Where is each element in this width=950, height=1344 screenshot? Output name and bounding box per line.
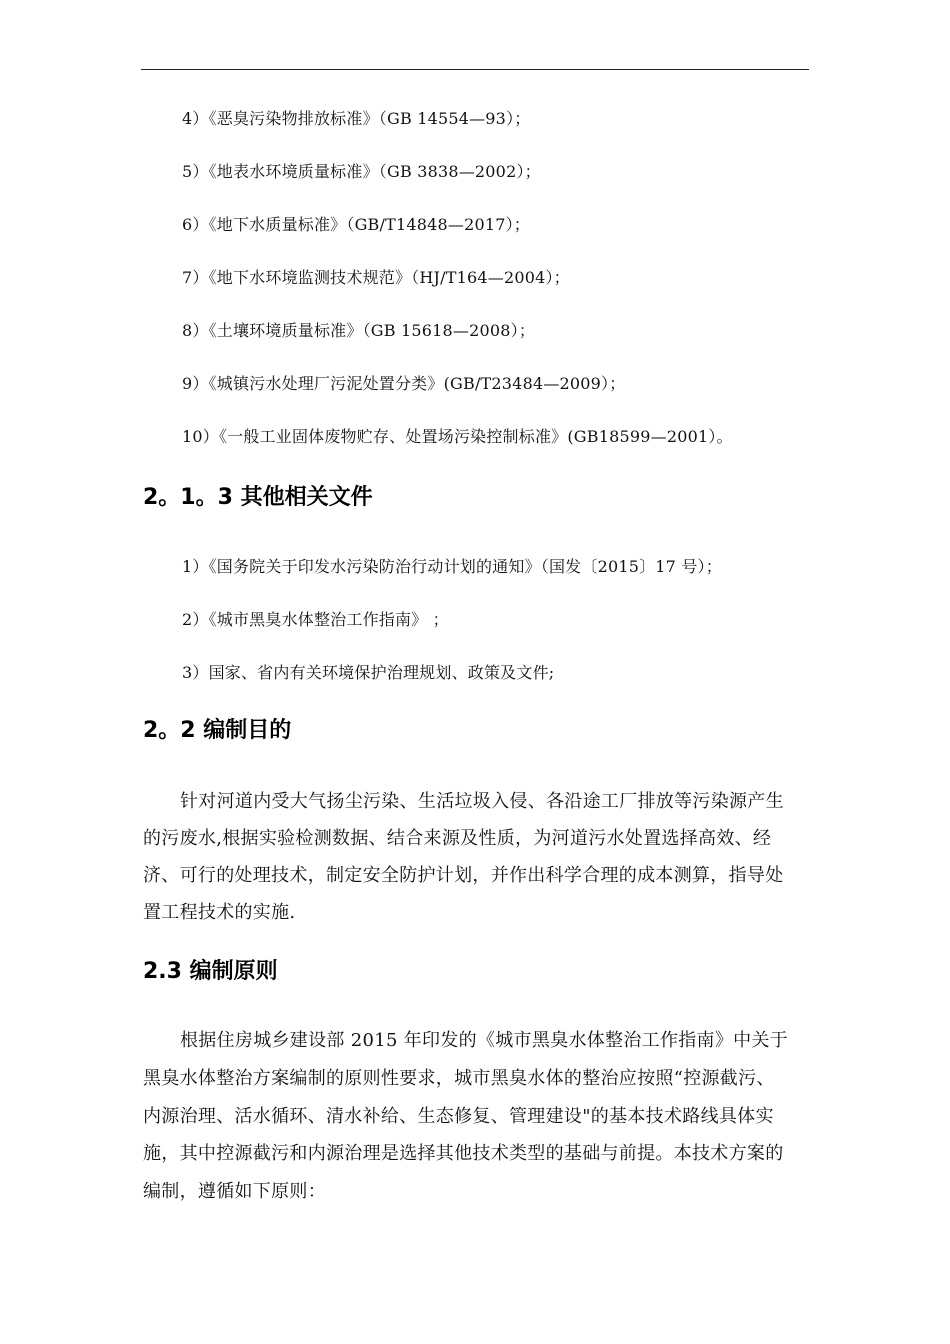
header-rule (141, 69, 809, 70)
purpose-paragraph-line: 济、可行的处理技术，制定安全防护计划，并作出科学合理的成本测算，指导处 (143, 865, 784, 886)
section-heading-2-1-3: 2。1。3 其他相关文件 (143, 485, 373, 510)
standard-item-6: 6）《地下水质量标准》（GB/T14848—2017）； (182, 215, 530, 234)
principle-paragraph-line: 内源治理、活水循环、清水补给、生态修复、管理建设"的基本技术路线具体实 (143, 1106, 774, 1127)
related-doc-item-3: 3）国家、省内有关环境保护治理规划、政策及文件; (182, 663, 555, 682)
related-doc-item-1: 1）《国务院关于印发水污染防治行动计划的通知》（国发〔2015〕17 号）； (182, 557, 722, 576)
standard-item-8: 8）《土壤环境质量标准》（GB 15618—2008）； (182, 321, 536, 340)
principle-paragraph-line: 施，其中控源截污和内源治理是选择其他技术类型的基础与前提。本技术方案的 (143, 1143, 784, 1164)
purpose-paragraph-line: 针对河道内受大气扬尘污染、生活垃圾入侵、各沿途工厂排放等污染源产生 (180, 791, 784, 812)
principle-paragraph-line: 黑臭水体整治方案编制的原则性要求，城市黑臭水体的整治应按照“控源截污、 (143, 1068, 775, 1089)
section-heading-2-3: 2.3 编制原则 (143, 959, 278, 984)
standard-item-9: 9）《城镇污水处理厂污泥处置分类》(GB/T23484—2009）； (182, 374, 626, 393)
standard-item-5: 5）《地表水环境质量标准》（GB 3838—2002）； (182, 162, 541, 181)
standard-item-7: 7）《地下水环境监测技术规范》（HJ/T164—2004）； (182, 268, 570, 287)
section-heading-2-2: 2。2 编制目的 (143, 718, 292, 743)
standard-item-4: 4）《恶臭污染物排放标准》（GB 14554—93）； (182, 109, 531, 128)
principle-paragraph-line: 根据住房城乡建设部 2015 年印发的《城市黑臭水体整治工作指南》中关于 (180, 1030, 789, 1051)
principle-paragraph-line: 编制，遵循如下原则： (143, 1181, 326, 1202)
purpose-paragraph-line: 的污废水,根据实验检测数据、结合来源及性质，为河道污水处置选择高效、经 (143, 828, 772, 849)
standard-item-10: 10）《一般工业固体废物贮存、处置场污染控制标准》(GB18599—2001）。 (182, 427, 733, 446)
related-doc-item-2: 2）《城市黑臭水体整治工作指南》 ； (182, 610, 449, 629)
purpose-paragraph-line: 置工程技术的实施. (143, 902, 296, 923)
